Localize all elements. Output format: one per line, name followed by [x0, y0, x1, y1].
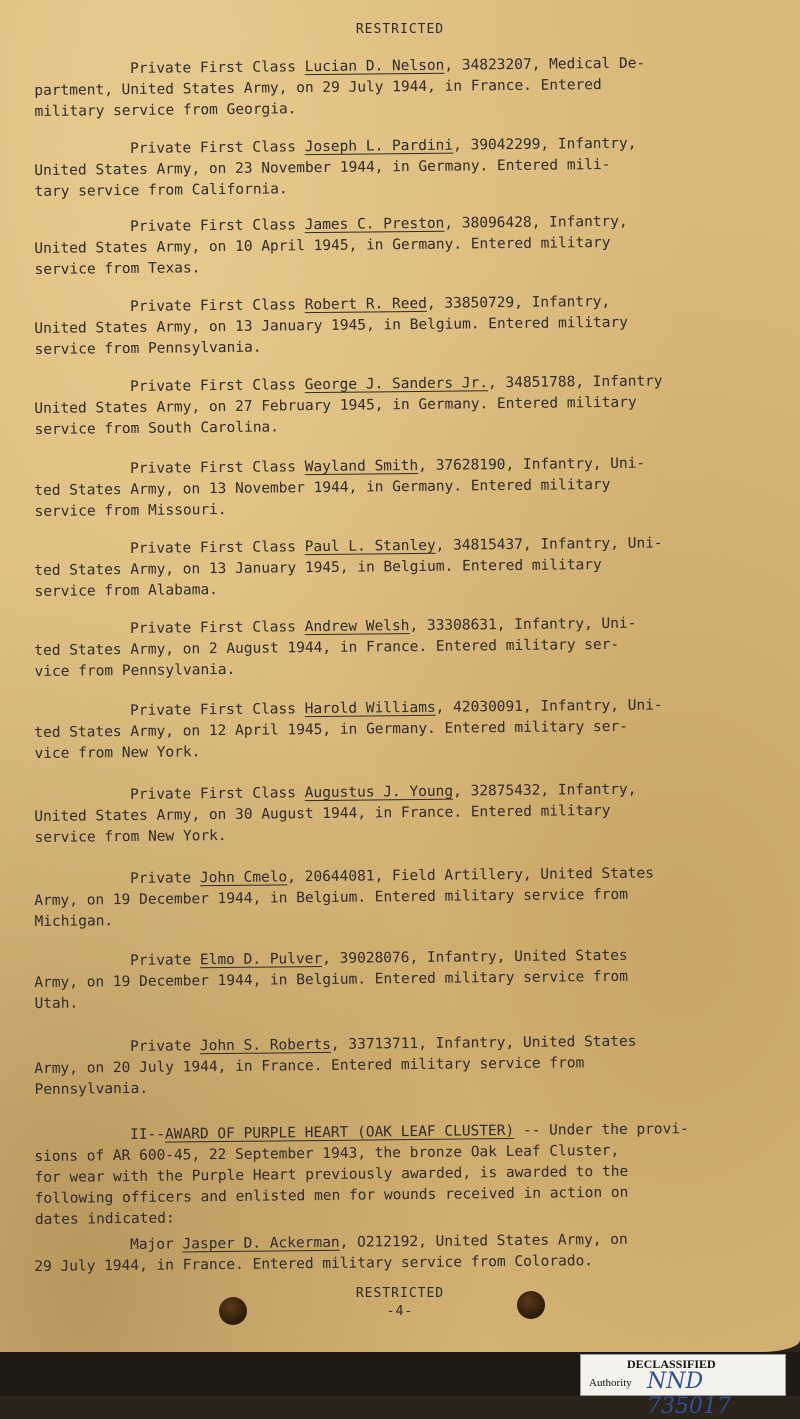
text-line: Private Elmo D. Pulver, 39028076, Infantry, United States [130, 947, 628, 969]
text-line: for wear with the Purple Heart previously awarded, is awarded to the [34, 1163, 629, 1186]
entry-paragraph [34, 778, 775, 849]
person-name: John S. Roberts [199, 1036, 331, 1055]
entry-paragraph [34, 370, 775, 441]
text-line: vice from New York. [34, 744, 201, 762]
entry-paragraph [34, 694, 775, 765]
text-line: service from Missouri. [34, 501, 227, 520]
text-line: Private First Class Andrew Welsh, 33308631, Infantry, Uni- [130, 615, 637, 637]
text-line: Private First Class Wayland Smith, 37628190, Infantry, Uni- [130, 455, 646, 477]
entry-paragraph [34, 1030, 775, 1101]
text-line: Army, on 19 December 1944, in Belgium. Entered military service from [34, 968, 629, 991]
text-line: service from Pennsylvania. [34, 339, 262, 358]
text-line: service from Alabama. [34, 582, 218, 600]
person-name: Robert R. Reed [304, 295, 427, 314]
text-line: following officers and enlisted men for wounds received in action on [34, 1184, 629, 1207]
person-name: AWARD OF PURPLE HEART (OAK LEAF CLUSTER) [164, 1122, 515, 1143]
text-line: Private First Class James C. Preston, 38096428, Infantry, [130, 213, 628, 235]
text-line: 29 July 1944, in France. Entered military service from Colorado. [34, 1253, 594, 1275]
text-line: service from South Carolina. [34, 419, 280, 438]
authority-value: NND 735017 [647, 1369, 731, 1419]
text-line: Private First Class Joseph L. Pardini, 39042299, Infantry, [130, 135, 637, 157]
text-line: Pennsylvania. [34, 1080, 149, 1098]
text-line: Private First Class Robert R. Reed, 33850729, Infantry, [130, 293, 611, 315]
text-line: Private First Class George J. Sanders Jr., 34851788, Infantry [130, 373, 663, 395]
person-name: Paul L. Stanley [304, 537, 436, 556]
entry-paragraph [34, 1228, 774, 1278]
text-line: Army, on 20 July 1944, in France. Entered military service from [34, 1055, 585, 1077]
text-line: Michigan. [34, 913, 114, 930]
text-line: Private John S. Roberts, 33713711, Infantry, United States [130, 1033, 637, 1055]
text-line: Private First Class Paul L. Stanley, 34815437, Infantry, Uni- [130, 535, 663, 557]
entry-paragraph [34, 1118, 775, 1231]
header-restricted: RESTRICTED [355, 22, 445, 37]
text-line: ted States Army, on 12 April 1945, in Germany. Entered military ser- [34, 718, 629, 741]
punch-hole-left [219, 1297, 247, 1325]
person-name: Wayland Smith [304, 457, 419, 476]
text-line: United States Army, on 23 November 1944, in Germany. Entered mili- [34, 156, 611, 179]
authority-label: Authority [589, 1377, 632, 1389]
text-line: sions of AR 600-45, 22 September 1943, the bronze Oak Leaf Cluster, [34, 1142, 620, 1165]
entry-paragraph [34, 944, 775, 1015]
text-line: United States Army, on 10 April 1945, in Germany. Entered military [34, 234, 611, 257]
person-name: George J. Sanders Jr. [304, 375, 489, 394]
text-line: ted States Army, on 13 November 1944, in Germany. Entered military [34, 476, 611, 499]
entry-paragraph [34, 532, 775, 603]
entry-paragraph [34, 452, 775, 523]
text-line: United States Army, on 27 February 1945, in Germany. Entered military [34, 394, 637, 417]
text-line: tary service from California. [34, 181, 288, 200]
text-line: ted States Army, on 13 January 1945, in Belgium. Entered military [34, 557, 602, 579]
text-line: Major Jasper D. Ackerman, O212192, United States Army, on [130, 1231, 628, 1253]
text-line: service from Texas. [34, 260, 201, 278]
person-name: Joseph L. Pardini [304, 137, 454, 156]
entry-paragraph [34, 862, 775, 933]
declassified-title: DECLASSIFIED [627, 1357, 716, 1371]
entry-paragraph [34, 52, 775, 123]
text-line: service from New York. [34, 827, 227, 846]
text-line: Private First Class Augustus J. Young, 32875432, Infantry, [130, 781, 637, 803]
punch-hole-right [517, 1291, 545, 1319]
text-line: Army, on 19 December 1944, in Belgium. Entered military service from [34, 886, 629, 909]
text-line: ted States Army, on 2 August 1944, in France. Entered military ser- [34, 636, 620, 659]
declassified-stamp [580, 1354, 786, 1419]
person-name: James C. Preston [304, 215, 445, 234]
footer-restricted: RESTRICTED [355, 1286, 445, 1301]
text-line: Private First Class Lucian D. Nelson, 34823207, Medical De- [130, 55, 646, 77]
person-name: Augustus J. Young [304, 783, 454, 802]
text-line: dates indicated: [34, 1210, 175, 1228]
entry-paragraph [34, 210, 775, 281]
entry-paragraph [34, 612, 775, 683]
text-line: Utah. [34, 995, 79, 1012]
person-name: Lucian D. Nelson [304, 57, 445, 76]
text-line: partment, United States Army, on 29 July 1944, in France. Entered [34, 77, 602, 99]
page-number: -4- [386, 1304, 414, 1319]
text-line: II--AWARD OF PURPLE HEART (OAK LEAF CLUSTER) -- Under the provi- [130, 1121, 689, 1143]
text-line: military service from Georgia. [34, 101, 297, 120]
text-line: Private John Cmelo, 20644081, Field Artillery, United States [130, 865, 654, 887]
person-name: Jasper D. Ackerman [182, 1234, 340, 1253]
text-line: vice from Pennsylvania. [34, 661, 236, 680]
entry-paragraph [34, 132, 775, 203]
person-name: Andrew Welsh [304, 618, 410, 636]
entry-paragraph [34, 290, 775, 361]
person-name: Harold Williams [304, 699, 436, 718]
text-line: United States Army, on 30 August 1944, in France. Entered military [34, 802, 611, 825]
person-name: Elmo D. Pulver [199, 950, 323, 969]
text-line: United States Army, on 13 January 1945, in Belgium. Entered military [34, 314, 629, 337]
person-name: John Cmelo [199, 869, 288, 887]
text-line: Private First Class Harold Williams, 42030091, Infantry, Uni- [130, 697, 663, 719]
